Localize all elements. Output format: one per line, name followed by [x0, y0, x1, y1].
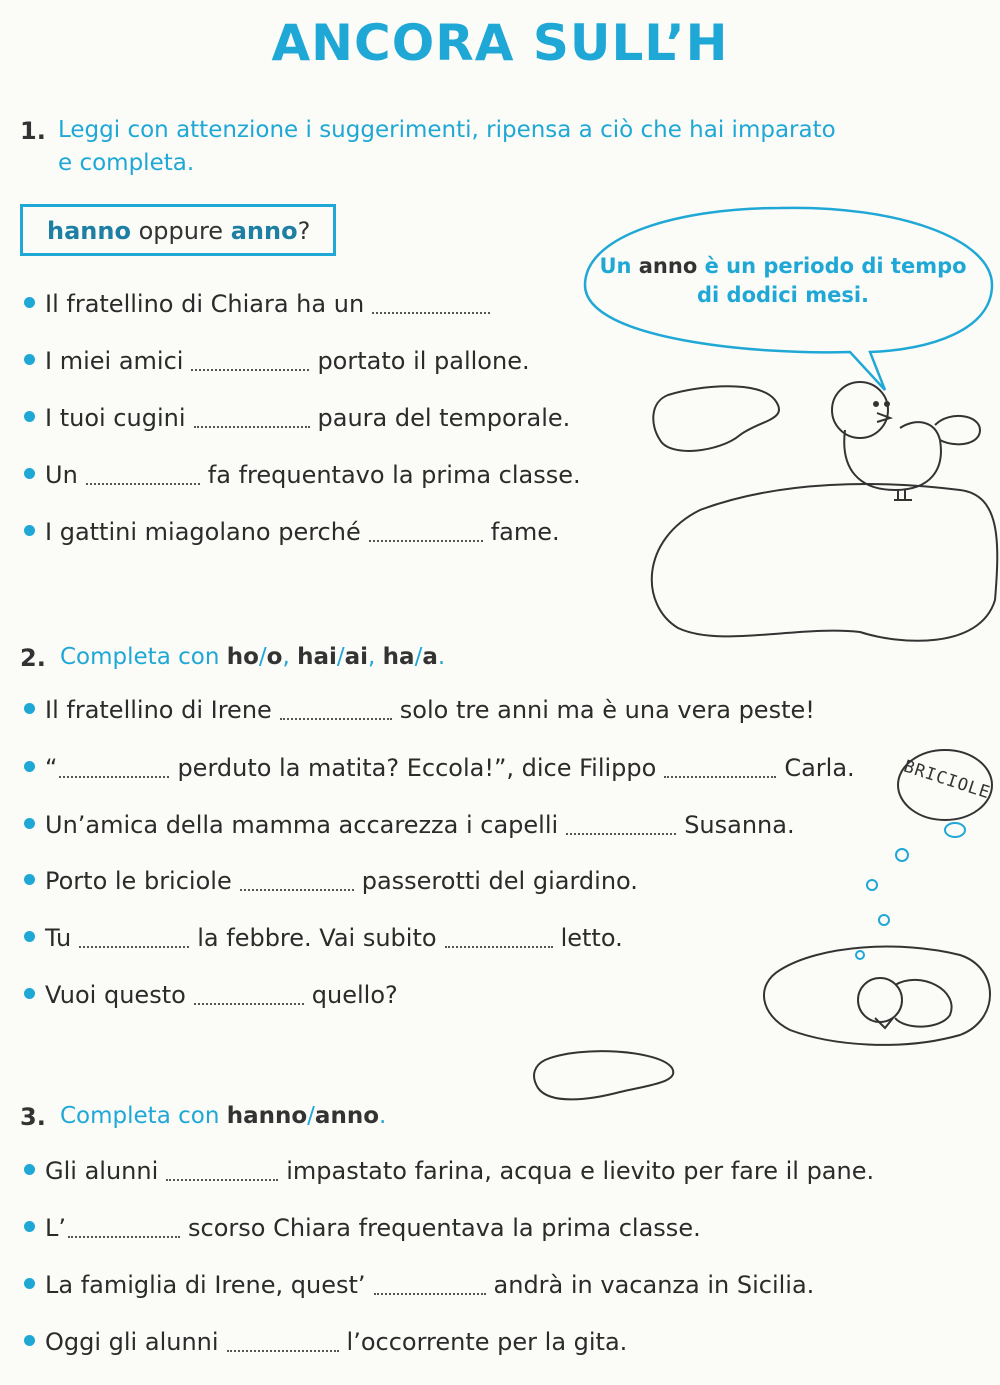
kw-a: a [422, 644, 438, 670]
cloud-shape [764, 947, 990, 1045]
blank-field[interactable] [79, 928, 189, 948]
blank-field[interactable] [194, 985, 304, 1005]
hint-box [20, 204, 336, 256]
exercise-2-item [24, 696, 815, 724]
blank-field[interactable] [194, 408, 310, 428]
kw-hai: hai [297, 644, 337, 670]
hill-shape [652, 484, 997, 641]
blank-field[interactable] [664, 758, 776, 778]
sleeping-bird-icon [858, 978, 952, 1028]
item-text: I miei amici [45, 347, 184, 375]
blank-field[interactable] [166, 1161, 278, 1181]
kw-anno: anno [314, 1103, 379, 1129]
item-text: portato il pallone. [317, 347, 530, 375]
kw-hanno: hanno [226, 1103, 308, 1129]
bullet-icon [24, 1278, 35, 1289]
kw-ai: ai [344, 644, 369, 670]
bullet-icon [24, 874, 35, 885]
item-text: La famiglia di Irene, quest’ [45, 1271, 366, 1299]
exercise-1-instruction [58, 114, 836, 180]
exercise-2-number: 2. [20, 644, 46, 672]
sep: / [307, 1103, 315, 1129]
item-text: Un’amica della mamma accarezza i capelli [45, 811, 559, 839]
item-text: L’ [45, 1214, 66, 1242]
kw-ho: ho [226, 644, 259, 670]
page-title: ANCORA SULL’H [271, 14, 729, 72]
bullet-icon [24, 818, 35, 829]
instr-prefix: Completa con [60, 1103, 220, 1129]
exercise-2-item [24, 981, 398, 1009]
bullet-icon [24, 703, 35, 714]
bullet-icon [24, 525, 35, 536]
item-text: Vuoi questo [45, 981, 186, 1009]
hint-end: ? [297, 217, 311, 245]
bullet-icon [24, 988, 35, 999]
bullet-icon [24, 761, 35, 772]
blank-field[interactable] [191, 351, 309, 371]
item-text: Il fratellino di Irene [45, 696, 272, 724]
blank-field[interactable] [240, 871, 354, 891]
bullet-icon [24, 468, 35, 479]
sep: / [336, 644, 345, 670]
item-text: passerotti del giardino. [361, 867, 638, 895]
exercise-1-item [24, 518, 560, 546]
item-text: quello? [311, 981, 398, 1009]
blank-field[interactable] [68, 1218, 180, 1238]
exercise-3-instruction [60, 1100, 386, 1133]
bird-icon [832, 382, 980, 500]
exercise-3-item [24, 1271, 814, 1299]
exercise-2-item [24, 754, 855, 782]
item-text: “ [45, 754, 58, 782]
instr-prefix: Completa con [60, 644, 220, 670]
item-text: Susanna. [684, 811, 795, 839]
item-text: Carla. [784, 754, 855, 782]
blank-field[interactable] [566, 815, 676, 835]
item-text: paura del temporale. [317, 404, 571, 432]
item-text: Un [45, 461, 78, 489]
bubble-part-1: Un [599, 254, 632, 278]
exercise-1-item [24, 404, 570, 432]
item-text: Porto le briciole [45, 867, 232, 895]
exercise-2-item [24, 867, 638, 895]
blank-field[interactable] [372, 294, 490, 314]
bubble-anno: anno [638, 254, 698, 278]
exercise-3-number: 3. [20, 1103, 46, 1131]
bullet-icon [24, 1164, 35, 1175]
exercise-2-item [24, 924, 623, 952]
item-text: l’occorrente per la gita. [346, 1328, 628, 1356]
blank-field[interactable] [369, 522, 483, 542]
exercise-1-item [24, 347, 530, 375]
bubble-line-2: di dodici mesi. [697, 283, 869, 307]
kw-o: o [266, 644, 283, 670]
bullet-icon [24, 1221, 35, 1232]
comma: , [368, 644, 376, 670]
hint-word-anno: anno [230, 217, 298, 245]
item-text: fa frequentavo la prima classe. [207, 461, 581, 489]
end: . [379, 1103, 387, 1129]
item-text: Il fratellino di Chiara ha un [45, 290, 365, 318]
bullet-icon [24, 411, 35, 422]
bullet-icon [24, 931, 35, 942]
exercise-3-item [24, 1157, 874, 1185]
hint-oppure: oppure [138, 217, 224, 245]
kw-ha: ha [382, 644, 415, 670]
sep: / [258, 644, 267, 670]
exercise-1-item [24, 290, 498, 318]
item-text: I tuoi cugini [45, 404, 186, 432]
blank-field[interactable] [445, 928, 553, 948]
item-text: I gattini miagolano perché [45, 518, 361, 546]
exercise-1-item [24, 461, 581, 489]
blank-field[interactable] [227, 1332, 339, 1352]
blank-field[interactable] [280, 700, 392, 720]
blank-field[interactable] [374, 1275, 486, 1295]
item-text: andrà in vacanza in Sicilia. [493, 1271, 815, 1299]
exercise-2-instruction [60, 641, 445, 674]
item-text: solo tre anni ma è una vera peste! [399, 696, 815, 724]
bullet-icon [24, 1335, 35, 1346]
comma: , [282, 644, 290, 670]
exercise-2-item [24, 811, 795, 839]
blank-field[interactable] [86, 465, 200, 485]
end: . [437, 644, 446, 670]
exercise-3-item [24, 1214, 701, 1242]
item-text: Gli alunni [45, 1157, 159, 1185]
item-text: fame. [490, 518, 560, 546]
item-text: scorso Chiara frequentava la prima classe. [188, 1214, 701, 1242]
item-text: perduto la matita? Eccola!”, dice Filippo [177, 754, 657, 782]
puddle-shape [653, 386, 779, 451]
puddle-shape-2 [534, 1051, 673, 1099]
item-text: Tu [45, 924, 72, 952]
item-text: Oggi gli alunni [45, 1328, 219, 1356]
exercise-3-item [24, 1328, 627, 1356]
item-text: impastato farina, acqua e lievito per fare il pane. [286, 1157, 875, 1185]
sep: / [414, 644, 423, 670]
instruction-line-1: Leggi con attenzione i suggerimenti, ripensa a ciò che hai imparato [58, 117, 836, 143]
speech-bubble-text [588, 252, 978, 310]
item-text: la febbre. Vai subito [197, 924, 437, 952]
hint-word-hanno: hanno [47, 217, 131, 245]
exercise-1-number: 1. [20, 117, 46, 145]
thought-bubble-word: BRICIOLE [901, 756, 993, 804]
blank-field[interactable] [59, 758, 169, 778]
instruction-line-2: e completa. [58, 150, 195, 176]
bullet-icon [24, 297, 35, 308]
bubble-part-3: è un periodo di tempo [704, 254, 967, 278]
bullet-icon [24, 354, 35, 365]
item-text: letto. [560, 924, 623, 952]
